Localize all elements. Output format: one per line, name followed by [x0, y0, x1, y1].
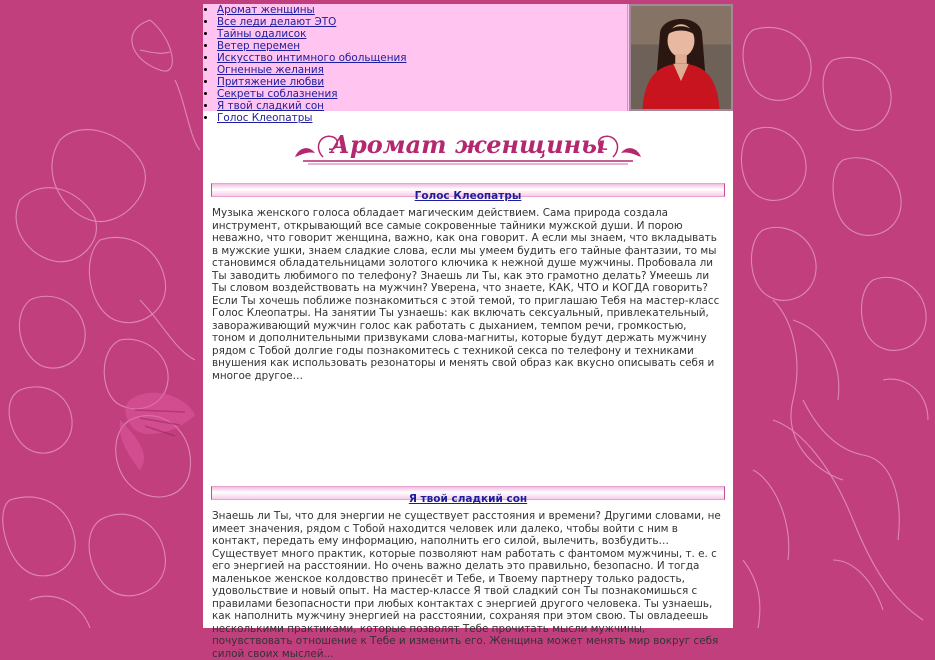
content-page: [203, 4, 733, 660]
section-title-link[interactable]: Голос Клеопатры: [414, 190, 522, 202]
section-body: Знаешь ли Ты, что для энергии не существует расстояния и времени? Другими словами, не имеет значения, рядом с Тобой находится человек или далеко, чтобы войти с ним в контакт, передать ему информацию, наполнить его силой, вылечить, возбудить… Существует много практик, которые позволяют нам работать с фантомом мужчины, т. е. с его энергией на расстоянии. Но очень важно делать это правильно, безопасно. И тогда маленькое женское колдовство принесёт и Тебе, и Твоему партнеру только радость, удовольствие и новый опыт. На мастер-классе Я твой сладкий сон Ты познакомишься с правилами безопасности при любых контактах с энергией другого человека. Ты узнаешь, как наполнить мужчину энергией на расстоянии, сохраняя при этом свою. Ты овладеешь несколькими практиками, которые позволят Тебе прочитать мысли мужчины, почувствовать отношение к Тебе и изменить его. Женщина может менять мир вокруг себя силой своих мыслей...: [212, 510, 721, 660]
nav-menu: [203, 4, 628, 124]
menu-link-veter[interactable]: Ветер перемен: [217, 40, 301, 52]
menu-item: [217, 28, 627, 40]
section-title-bar: [211, 486, 725, 505]
section-body: Музыка женского голоса обладает магическим действием. Сама природа создала инструмент, открывающий все самые сокровенные тайники мужской души. И порою неважно, что говорит женщина, важно, как она говорит. А если мы знаем, что вкладывать в мужские ушки, знаем сладкие слова, если мы умеем будить его тайные фантазии, то мы становимся обладательницами золотого ключика к нежной душе мужчины. Пробовала ли Ты заводить любимого по телефону? Знаешь ли Ты, как это грамотно делать? Умеешь ли Ты словом воздействовать на мужчин? Уверена, что знаете, КАК, ЧТО и КОГДА говорить? Если Ты хочешь поближе познакомиться с этой темой, то приглашаю Тебя на мастер-класс Голос Клеопатры. На занятии Ты узнаешь: как включать сексуальный, привлекательный, завораживающий мужчин голос как работать с дыханием, темпом речи, громкостью, тоном и дополнительными призвуками слова-магниты, которые будут держать мужчину рядом с Тобой долгие годы познакомитесь с техникой секса по телефону и техниками внушения как использовать резонаторы и менять свой образ как вкусно описывать себя и многое другое…: [212, 207, 720, 382]
menu-item: [217, 16, 627, 28]
menu-link-sladkiy-son[interactable]: Я твой сладкий сон: [217, 100, 324, 112]
right-decoration: [733, 0, 935, 628]
menu-item: [217, 40, 627, 52]
site-logo: [203, 127, 733, 189]
menu-item: [217, 112, 627, 124]
menu-link-sekrety[interactable]: Секреты соблазнения: [217, 88, 338, 100]
menu-item: [217, 88, 627, 100]
left-decoration: [0, 0, 205, 628]
menu-link-vse-ledi[interactable]: Все леди делают ЭТО: [217, 16, 337, 28]
menu-item: [217, 52, 627, 64]
menu-item: [217, 100, 627, 112]
menu-item: [217, 76, 627, 88]
menu-item: [217, 64, 627, 76]
menu-link-iskusstvo[interactable]: Искусство интимного обольщения: [217, 52, 407, 64]
menu-link-ognennye[interactable]: Огненные желания: [217, 64, 324, 76]
menu-link-golos[interactable]: Голос Клеопатры: [217, 112, 313, 124]
menu-item: [217, 4, 627, 16]
section-title-bar: [211, 183, 725, 202]
section-golos: [203, 183, 733, 382]
section-sladkiy-son: [203, 486, 733, 660]
logo-text: Аромат женщины: [330, 130, 606, 159]
section-title-link[interactable]: Я твой сладкий сон: [408, 493, 528, 505]
top-bar: [203, 4, 733, 124]
menu-link-aromat[interactable]: Аромат женщины: [217, 4, 315, 16]
author-photo: [629, 4, 733, 111]
menu-link-tayny[interactable]: Тайны одалисок: [217, 28, 307, 40]
menu-link-prityazhenie[interactable]: Притяжение любви: [217, 76, 325, 88]
